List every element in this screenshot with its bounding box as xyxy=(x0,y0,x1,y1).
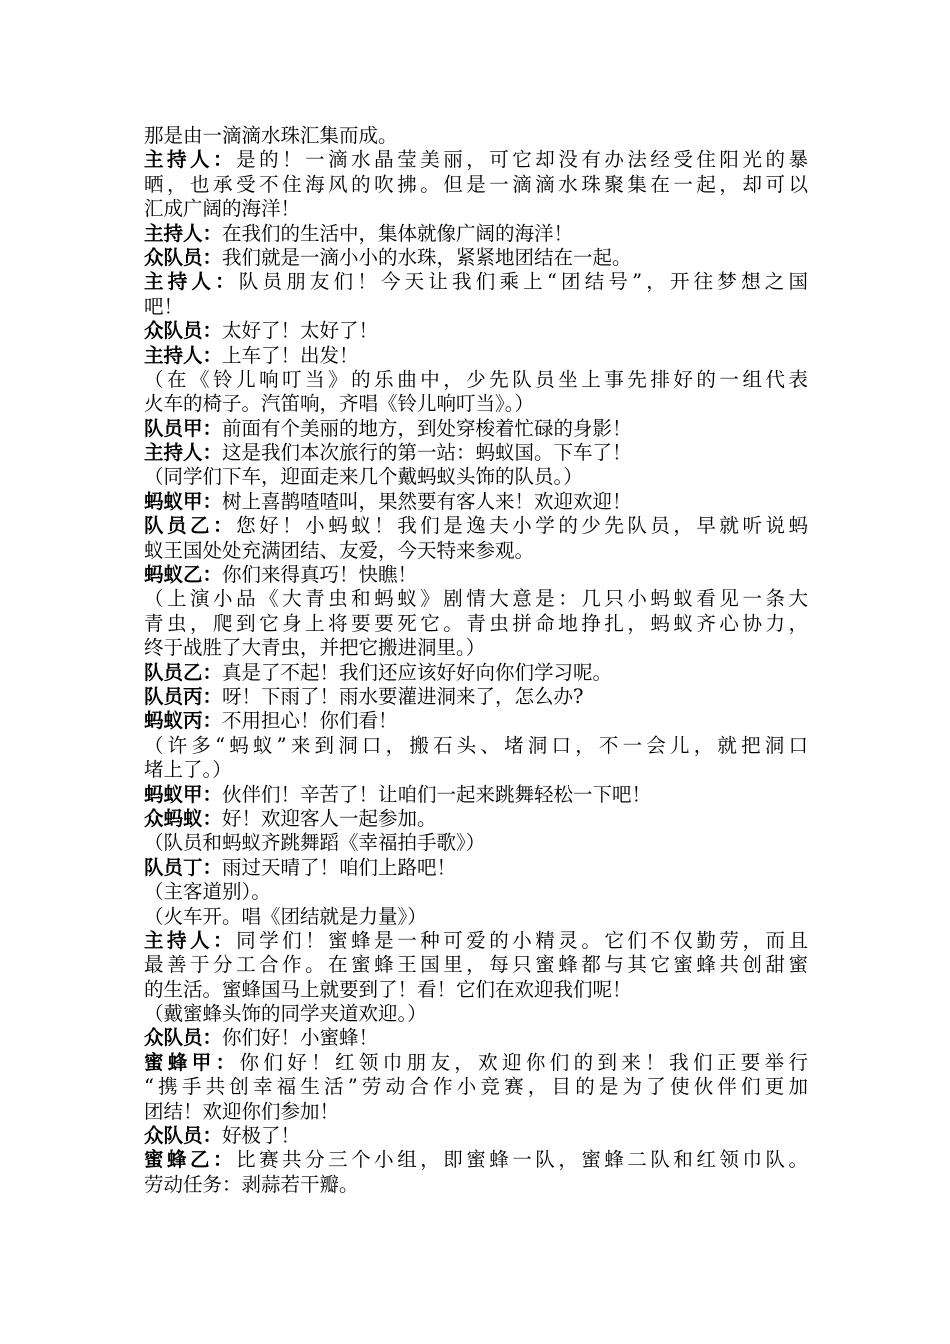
dialogue-line xyxy=(144,709,808,733)
text-line xyxy=(144,831,808,855)
dialogue-line xyxy=(144,490,808,514)
line-text: 同学们！蜜蜂是一种可爱的小精灵。它们不仅勤劳，而且 xyxy=(236,928,808,952)
text-line xyxy=(144,173,808,197)
dialogue-line xyxy=(144,1026,808,1050)
text-line xyxy=(144,368,808,392)
speaker-label: 众蚂蚁： xyxy=(144,806,223,830)
speaker-label: 蚂蚁甲： xyxy=(144,782,223,806)
dialogue-line xyxy=(144,1051,808,1075)
text-line xyxy=(144,978,808,1002)
line-text: 呀！下雨了！雨水要灌进洞来了，怎么办? xyxy=(222,684,584,708)
line-text: （许多“蚂蚁”来到洞口，搬石头、堵洞口，不一会儿，就把洞口 xyxy=(144,733,808,757)
line-text: 火车的椅子。汽笛响，齐唱《铃儿响叮当》。） xyxy=(144,392,535,416)
speaker-label: 主持人： xyxy=(144,343,223,367)
line-text: 伙伴们！辛苦了！让咱们一起来跳舞轻松一下吧！ xyxy=(222,782,652,806)
line-text: 蚁王国处处充满团结、友爱，今天特来参观。 xyxy=(144,538,535,562)
line-text: 是的！一滴水晶莹美丽，可它却没有办法经受住阳光的暴 xyxy=(236,148,808,172)
text-line xyxy=(144,905,808,929)
line-text: （在《铃儿响叮当》的乐曲中，少先队员坐上事先排好的一组代表 xyxy=(144,367,808,391)
text-line xyxy=(144,734,808,758)
dialogue-line xyxy=(144,563,808,587)
speaker-label: 主持人： xyxy=(144,148,237,172)
line-text: 比赛共分三个小组，即蜜蜂一队，蜜蜂二队和红领巾队。 xyxy=(236,1148,808,1172)
line-text: 好！欢迎客人一起参加。 xyxy=(222,806,437,830)
line-text: （主客道别）。 xyxy=(144,880,271,904)
text-line xyxy=(144,539,808,563)
line-text: 那是由一滴滴水珠汇集而成。 xyxy=(144,124,398,147)
speaker-label: 蜜蜂甲： xyxy=(144,1050,240,1074)
dialogue-line xyxy=(144,807,808,831)
speaker-label: 主持人： xyxy=(144,221,223,245)
dialogue-line xyxy=(144,344,808,368)
dialogue-line xyxy=(144,319,808,343)
line-text: 青虫，爬到它身上将要要死它。青虫拼命地挣扎，蚂蚁齐心协力， xyxy=(144,611,808,635)
speaker-label: 主持人： xyxy=(144,441,223,465)
dialogue-line xyxy=(144,246,808,270)
speaker-label: 众队员： xyxy=(144,1124,223,1148)
line-text: （同学们下车，迎面走来几个戴蚂蚁头饰的队员。） xyxy=(144,465,583,489)
speaker-label: 蜜蜂乙： xyxy=(144,1148,237,1172)
dialogue-line xyxy=(144,661,808,685)
dialogue-line xyxy=(144,441,808,465)
text-line xyxy=(144,124,808,148)
line-text: （戴蜜蜂头饰的同学夹道欢迎。） xyxy=(144,1002,427,1026)
text-line xyxy=(144,1075,808,1099)
speaker-label: 众队员： xyxy=(144,319,223,343)
dialogue-line xyxy=(144,514,808,538)
line-text: （上演小品《大青虫和蚂蚁》剧情大意是：几只小蚂蚁看见一条大 xyxy=(144,587,808,611)
line-text: 太好了！太好了！ xyxy=(222,319,379,343)
speaker-label: 蚂蚁丙： xyxy=(144,709,223,733)
line-text: 吧！ xyxy=(144,294,184,318)
line-text: 终于战胜了大青虫，并把它搬进洞里。） xyxy=(144,636,486,660)
speaker-label: 蚂蚁甲： xyxy=(144,489,223,513)
line-text: 汇成广阔的海洋！ xyxy=(144,197,301,221)
line-text: “携手共创幸福生活”劳动合作小竞赛，目的是为了使伙伴们更加 xyxy=(144,1075,808,1099)
document-page xyxy=(144,124,808,1197)
speaker-label: 队员丙： xyxy=(144,684,223,708)
text-line xyxy=(144,1173,808,1197)
speaker-label: 主持人： xyxy=(144,270,239,294)
dialogue-line xyxy=(144,417,808,441)
line-text: 好极了！ xyxy=(222,1124,301,1148)
text-line xyxy=(144,197,808,221)
speaker-label: 众队员： xyxy=(144,245,223,269)
line-text: 树上喜鹊喳喳叫，果然要有客人来！欢迎欢迎！ xyxy=(222,489,632,513)
dialogue-line xyxy=(144,222,808,246)
line-text: （火车开。唱《团结就是力量》） xyxy=(144,904,427,928)
line-text: 不用担心！你们看！ xyxy=(222,709,398,733)
line-text: 的生活。蜜蜂国马上就要到了！看！它们在欢迎我们呢！ xyxy=(144,977,632,1001)
line-text: 你们好！小蜜蜂！ xyxy=(222,1026,379,1050)
line-text: （队员和蚂蚁齐跳舞蹈《幸福拍手歌》） xyxy=(144,831,486,855)
speaker-label: 队员丁： xyxy=(144,855,223,879)
text-line xyxy=(144,295,808,319)
line-text: 团结！欢迎你们参加！ xyxy=(144,1099,340,1123)
line-text: 劳动任务：剥蒜若干瓣。 xyxy=(144,1172,359,1196)
line-text: 雨过天晴了！咱们上路吧！ xyxy=(222,855,457,879)
speaker-label: 队员乙： xyxy=(144,660,223,684)
line-text: 你们来得真巧！快瞧！ xyxy=(222,563,418,587)
dialogue-line xyxy=(144,1124,808,1148)
dialogue-line xyxy=(144,1148,808,1172)
speaker-label: 队员乙： xyxy=(144,514,237,538)
line-text: 真是了不起！我们还应该好好向你们学习呢。 xyxy=(222,660,613,684)
dialogue-line xyxy=(144,270,808,294)
speaker-label: 蚂蚁乙： xyxy=(144,563,223,587)
text-line xyxy=(144,612,808,636)
dialogue-line xyxy=(144,148,808,172)
line-text: 这是我们本次旅行的第一站：蚂蚁国。下车了！ xyxy=(222,441,632,465)
line-text: 在我们的生活中，集体就像广阔的海洋！ xyxy=(222,221,574,245)
text-line xyxy=(144,465,808,489)
line-text: 我们就是一滴小小的水珠，紧紧地团结在一起。 xyxy=(222,245,632,269)
text-line xyxy=(144,1100,808,1124)
speaker-label: 队员甲： xyxy=(144,416,223,440)
line-text: 堵上了。） xyxy=(144,758,232,782)
line-text: 您好！小蚂蚁！我们是逸夫小学的少先队员，早就听说蚂 xyxy=(236,514,808,538)
text-line xyxy=(144,758,808,782)
text-line xyxy=(144,392,808,416)
line-text: 你们好！红领巾朋友，欢迎你们的到来！我们正要举行 xyxy=(239,1050,808,1074)
line-text: 队员朋友们！今天让我们乘上“团结号”，开往梦想之国 xyxy=(238,270,808,294)
speaker-label: 众队员： xyxy=(144,1026,223,1050)
dialogue-line xyxy=(144,929,808,953)
line-text: 上车了！出发！ xyxy=(222,343,359,367)
text-line xyxy=(144,953,808,977)
text-line xyxy=(144,880,808,904)
text-line xyxy=(144,587,808,611)
text-line xyxy=(144,1002,808,1026)
dialogue-line xyxy=(144,856,808,880)
line-text: 前面有个美丽的地方，到处穿梭着忙碌的身影！ xyxy=(222,416,632,440)
line-text: 最善于分工合作。在蜜蜂王国里，每只蜜蜂都与其它蜜蜂共创甜蜜 xyxy=(144,953,808,977)
line-text: 晒，也承受不住海风的吹拂。但是一滴滴水珠聚集在一起，却可以 xyxy=(144,172,808,196)
dialogue-line xyxy=(144,685,808,709)
speaker-label: 主持人： xyxy=(144,928,237,952)
dialogue-line xyxy=(144,783,808,807)
text-line xyxy=(144,636,808,660)
